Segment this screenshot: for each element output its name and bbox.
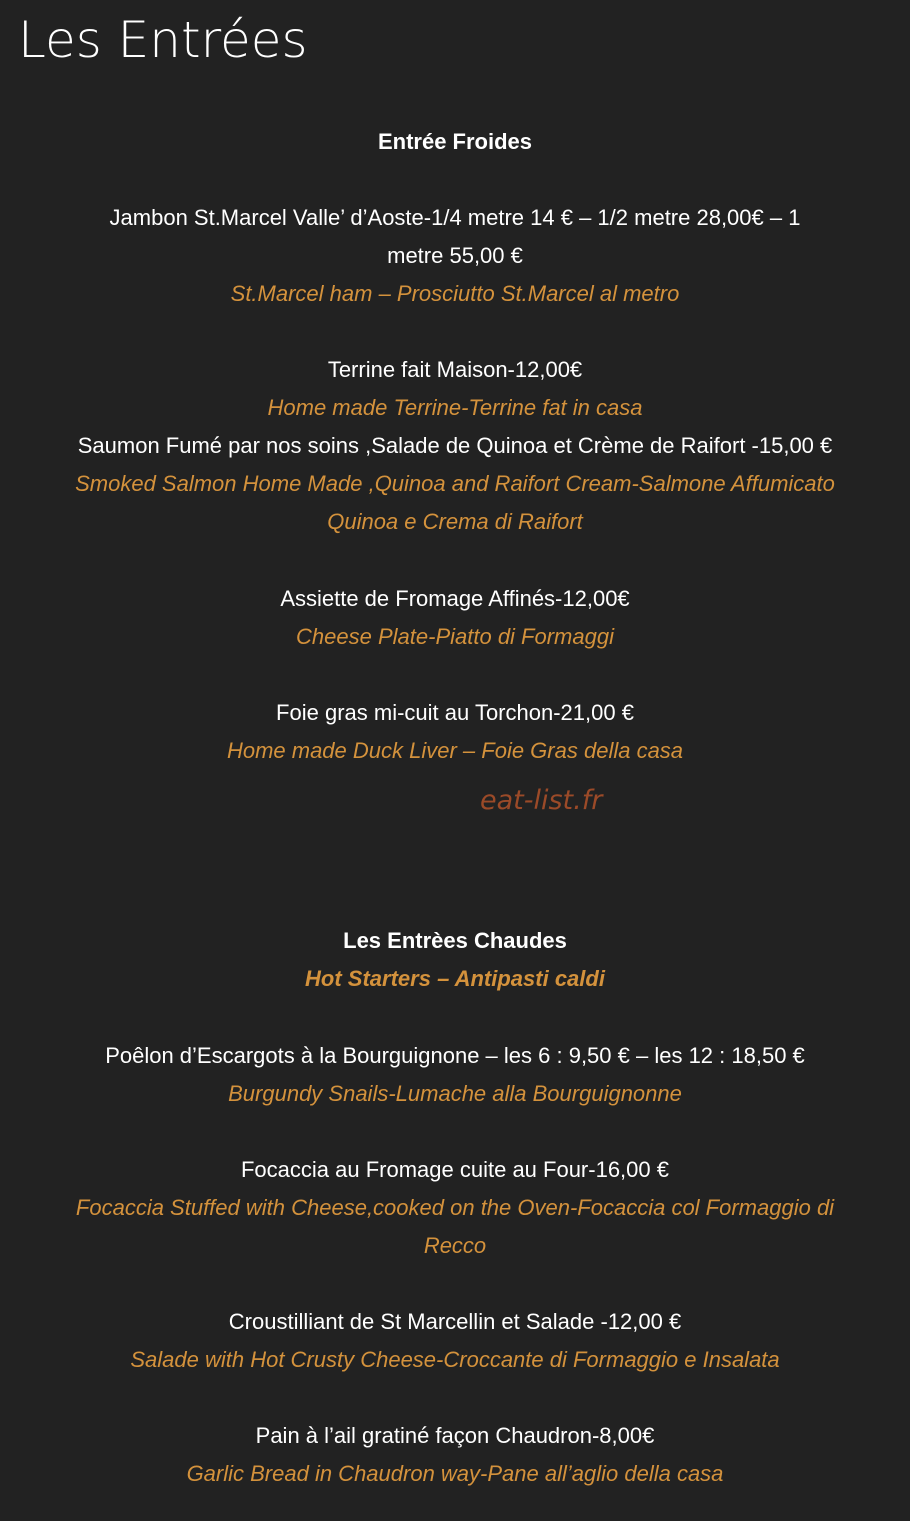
item-translation: Home made Duck Liver – Foie Gras della casa bbox=[226, 738, 684, 763]
item-translation: Garlic Bread in Chaudron way-Pane all’aglio della casa bbox=[186, 1461, 724, 1486]
page-title: Les Entrées bbox=[18, 11, 308, 69]
watermark-text: eat-list.fr bbox=[480, 785, 603, 816]
item-name: Pain à l’ail gratiné façon Chaudron-8,00€ bbox=[255, 1423, 655, 1448]
section-heading-hot: Les Entrèes Chaudes bbox=[343, 928, 567, 953]
item-translation: Burgundy Snails-Lumache alla Bourguignonne bbox=[228, 1081, 682, 1106]
item-translation-continued: Quinoa e Crema di Raifort bbox=[327, 509, 583, 534]
item-name: Jambon St.Marcel Valle’ d’Aoste-1/4 metre 14 € – 1/2 metre 28,00€ – 1 bbox=[109, 205, 801, 230]
item-name: Terrine fait Maison-12,00€ bbox=[327, 357, 583, 382]
item-name-continued: metre 55,00 € bbox=[387, 243, 523, 268]
item-translation: Home made Terrine-Terrine fat in casa bbox=[267, 395, 643, 420]
item-translation-continued: Recco bbox=[423, 1233, 487, 1258]
item-name: Assiette de Fromage Affinés-12,00€ bbox=[280, 586, 630, 611]
item-translation: Salade with Hot Crusty Cheese-Croccante di Formaggio e Insalata bbox=[130, 1347, 780, 1372]
section-heading-cold: Entrée Froides bbox=[377, 129, 533, 154]
item-name: Focaccia au Fromage cuite au Four-16,00 € bbox=[240, 1157, 669, 1182]
item-translation: Cheese Plate-Piatto di Formaggi bbox=[296, 624, 614, 649]
item-translation: Smoked Salmon Home Made ,Quinoa and Raifort Cream-Salmone Affumicato bbox=[75, 471, 835, 496]
item-translation: St.Marcel ham – Prosciutto St.Marcel al metro bbox=[230, 281, 680, 306]
section-subheading-hot: Hot Starters – Antipasti caldi bbox=[305, 966, 605, 991]
item-name: Saumon Fumé par nos soins ,Salade de Quinoa et Crème de Raifort -15,00 € bbox=[77, 433, 833, 458]
item-name: Foie gras mi-cuit au Torchon-21,00 € bbox=[276, 700, 634, 725]
item-name: Poêlon d’Escargots à la Bourguignone – les 6 : 9,50 € – les 12 : 18,50 € bbox=[105, 1043, 805, 1068]
item-name: Croustilliant de St Marcellin et Salade -12,00 € bbox=[228, 1309, 682, 1334]
item-translation: Focaccia Stuffed with Cheese,cooked on the Oven-Focaccia col Formaggio di bbox=[75, 1195, 835, 1220]
